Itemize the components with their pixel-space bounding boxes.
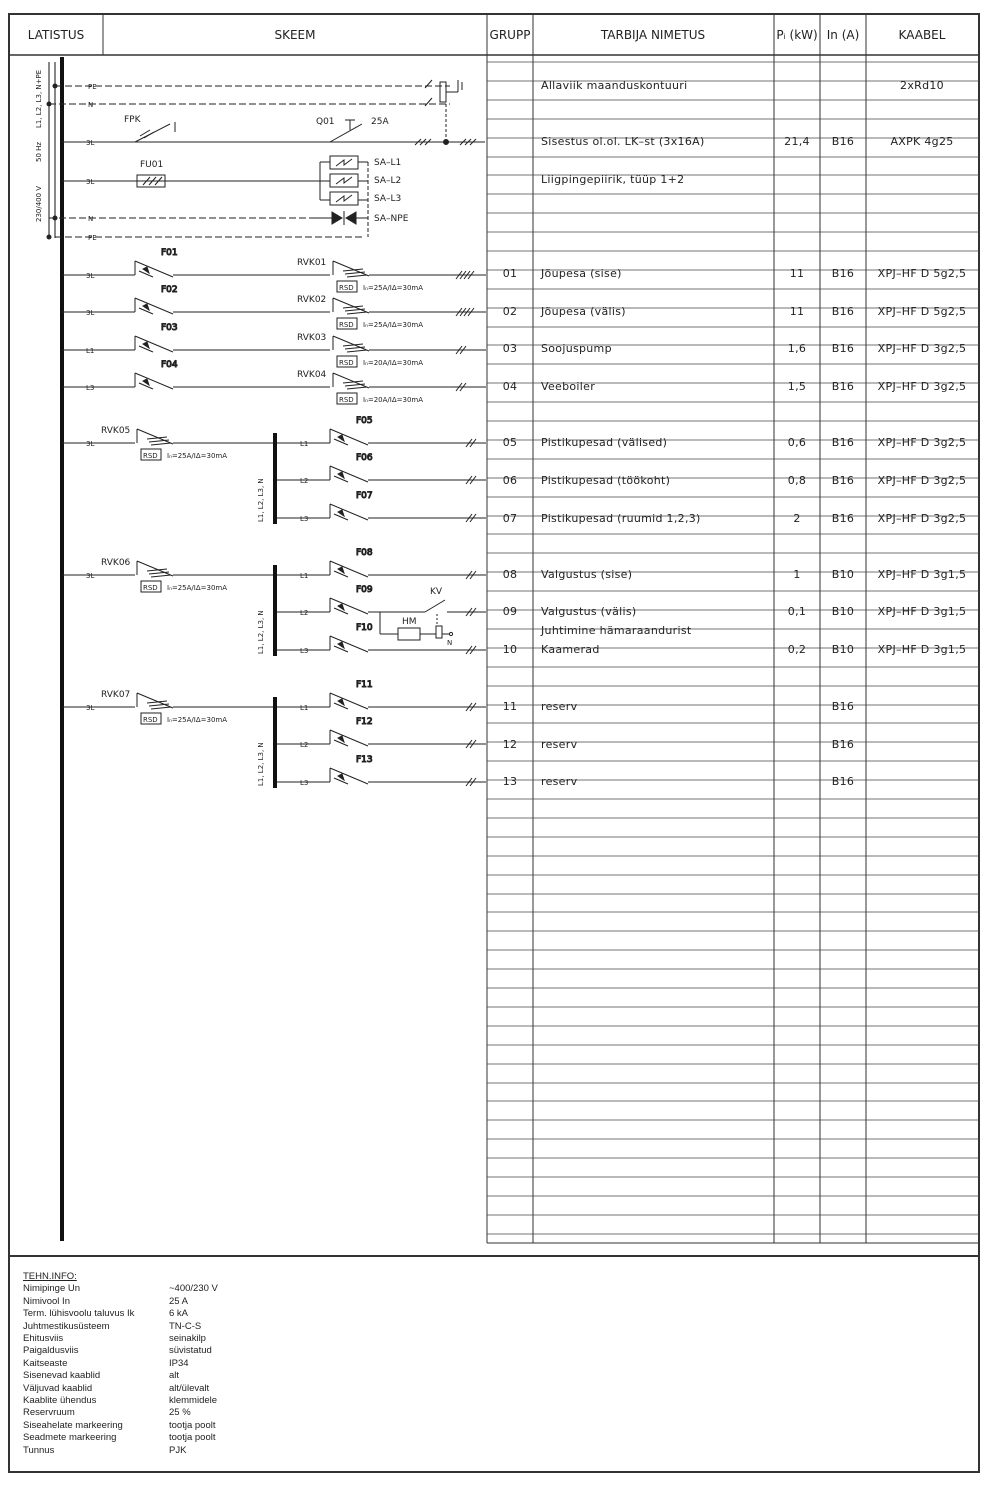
phase-label: L2 (300, 741, 309, 749)
header-kaabel: KAABEL (898, 28, 946, 42)
cell-tarbija: Kaamerad (541, 643, 600, 656)
tech-info-value: ~400/230 V (169, 1283, 218, 1295)
sa-l2-label: SA–L2 (374, 176, 402, 186)
breaker-blade (330, 561, 368, 577)
phase-label: 3L (86, 572, 95, 580)
breaker-mark-line (139, 308, 153, 314)
cell-grupp: 08 (502, 568, 518, 581)
phase-label: L1 (300, 440, 309, 448)
phase-label: L1 (300, 704, 309, 712)
tech-info-key: Seadmete markeering (23, 1432, 117, 1444)
cell-kaabel: XPJ–HF D 3g2,5 (877, 512, 967, 525)
header-pi: Pᵢ (kW) (776, 28, 818, 42)
breaker-blade (135, 261, 173, 277)
n-terminal (449, 632, 452, 635)
tech-info-value: PJK (169, 1444, 187, 1456)
breaker-label: F09 (356, 585, 373, 595)
rcbo-rating: Iₙ=20A/IΔ=30mA (363, 396, 424, 404)
breaker-mark-line (334, 571, 348, 577)
table-row (541, 135, 954, 148)
phase-label: L3 (300, 647, 309, 655)
breaker-blade (135, 373, 173, 389)
cell-kaabel: XPJ–HF D 3g1,5 (877, 568, 967, 581)
cell-grupp: 11 (502, 700, 518, 713)
cell-in: B16 (831, 474, 855, 487)
cell-pi: 0,1 (787, 605, 807, 618)
l3-label-incoming: 3L (86, 139, 95, 147)
cell-kaabel: XPJ–HF D 3g2,5 (877, 436, 967, 449)
table-row (503, 700, 855, 713)
phase-label: L3 (86, 384, 95, 392)
cell-pi: 0,6 (787, 436, 807, 449)
breaker-mark-line (139, 271, 153, 277)
breaker-label: F10 (356, 623, 373, 633)
cell-pi: 0,2 (787, 643, 807, 656)
phase-label: L1 (300, 572, 309, 580)
pe-label: PE (88, 83, 97, 91)
cell-kaabel: 2xRd10 (900, 79, 944, 92)
rcbo-tick (347, 387, 367, 389)
tech-info-row (23, 1420, 218, 1432)
tech-info-row (23, 1383, 218, 1395)
cell-kaabel: XPJ–HF D 3g1,5 (877, 605, 967, 618)
phase-label: 3L (86, 440, 95, 448)
header-latistus: LATISTUS (27, 28, 85, 42)
breaker-blade (330, 504, 368, 520)
phase-label: L2 (300, 609, 309, 617)
breaker-label: F03 (161, 323, 178, 333)
breaker-blade (330, 693, 368, 709)
breaker-mark-line (334, 646, 348, 652)
sa-npe-label: SA–NPE (374, 214, 409, 224)
relay-coil (436, 626, 442, 638)
phase-label: 3L (86, 704, 95, 712)
cell-tarbija: Pistikupesad (ruumid 1,2,3) (541, 512, 701, 525)
breaker-blade (330, 768, 368, 784)
breaker-mark-line (139, 383, 153, 389)
n-label: N (88, 101, 94, 109)
cell-kaabel: XPJ–HF D 3g1,5 (877, 643, 967, 656)
cell-in: B10 (831, 568, 855, 581)
circuit-1 (62, 248, 486, 292)
tech-info-row (23, 1321, 218, 1333)
rcbo-tick (151, 707, 171, 709)
cell-tarbija: Jõupesa (sise) (541, 267, 622, 280)
rsd-label: RSD (339, 321, 354, 329)
incoming-section (47, 80, 485, 239)
rcbo-label: RVK06 (101, 558, 131, 568)
busbar-voltage-label: 230/400 V (35, 185, 43, 222)
table-row (503, 775, 855, 788)
cell-tarbija: Pistikupesad (töökoht) (541, 474, 671, 487)
tech-info-key: Tunnus (23, 1444, 55, 1456)
cell-pi: 11 (789, 267, 805, 280)
main-busbar (49, 57, 62, 1241)
sa-l1-label: SA–L1 (374, 158, 402, 168)
cell-in: B16 (831, 135, 855, 148)
tech-info-row (23, 1283, 218, 1295)
cell-grupp: 02 (502, 305, 518, 318)
pe-label-lower: PE (88, 234, 97, 242)
table-row (540, 624, 692, 637)
tech-info-row (23, 1407, 218, 1419)
rcbo-label: RVK04 (297, 370, 327, 380)
breaker-mark-line (334, 703, 348, 709)
breaker-mark-line (139, 346, 153, 352)
kv-label: KV (430, 587, 443, 597)
breaker-label: F07 (356, 491, 373, 501)
cell-grupp: 05 (502, 436, 518, 449)
hm-box (398, 628, 420, 640)
breaker-label: F11 (356, 680, 373, 690)
cell-pi: 21,4 (784, 135, 810, 148)
rcbo-label: RVK03 (297, 333, 327, 343)
table-body (503, 79, 967, 788)
breaker-mark (143, 342, 149, 348)
cell-pi: 1 (793, 568, 801, 581)
rcbo-rating: Iₙ=25A/IΔ=30mA (167, 716, 228, 724)
rcbo-tick (151, 575, 171, 577)
tech-info-value: alt/ülevalt (169, 1382, 210, 1394)
table-row (541, 173, 684, 186)
tech-info-row (23, 1358, 218, 1370)
cell-in: B16 (831, 436, 855, 449)
rcbo-tick (347, 350, 367, 352)
breaker-f (330, 416, 373, 445)
cell-pi: 1,5 (787, 380, 807, 393)
breaker-mark-line (334, 514, 348, 520)
tech-info-row (23, 1370, 218, 1382)
breaker-mark (338, 472, 344, 478)
tech-info-key: Ehitusviis (23, 1333, 64, 1345)
table-row (503, 436, 967, 449)
cell-kaabel: AXPK 4g25 (890, 135, 954, 148)
tech-info (23, 1271, 218, 1457)
breaker-blade (135, 336, 173, 352)
breaker-f (330, 680, 373, 709)
q01-rating: 25A (371, 117, 389, 127)
tech-info-key: Kaablite ühendus (23, 1395, 97, 1407)
breaker-blade (330, 598, 368, 614)
breaker-mark (338, 699, 344, 705)
cell-grupp: 06 (502, 474, 518, 487)
tech-info-value: seinakilp (169, 1333, 206, 1345)
cell-grupp: 01 (502, 267, 518, 280)
cell-tarbija: Pistikupesad (välised) (541, 436, 668, 449)
tech-info-key: Juhtmestikusüsteem (23, 1320, 110, 1332)
table-row (503, 474, 967, 487)
busbar-labels (35, 70, 43, 222)
table-row (503, 380, 967, 393)
cell-in: B10 (831, 643, 855, 656)
cell-in: B16 (831, 775, 855, 788)
cell-pi: 0,8 (787, 474, 807, 487)
breaker-blade (330, 730, 368, 746)
sub-group-6 (62, 548, 486, 656)
breaker-label: F13 (356, 755, 373, 765)
tech-info-value: tootja poolt (169, 1432, 216, 1444)
breaker-f (330, 548, 373, 577)
rcbo-label: RVK07 (101, 690, 131, 700)
tech-info-value: alt (169, 1370, 180, 1382)
cell-grupp: 13 (502, 775, 518, 788)
phase-label: 3L (86, 272, 95, 280)
breaker-label: F05 (356, 416, 373, 426)
breaker-label: F04 (161, 360, 178, 370)
phase-label: L3 (300, 515, 309, 523)
breaker-mark (338, 774, 344, 780)
cell-tarbija: Liigpingepiirik, tüüp 1+2 (541, 173, 685, 186)
breaker-blade (330, 429, 368, 445)
cell-kaabel: XPJ–HF D 5g2,5 (877, 267, 967, 280)
breaker-f (330, 623, 373, 652)
rcbo-tick (347, 275, 367, 277)
fu01-label: FU01 (140, 160, 164, 170)
rcbo-rating: Iₙ=25A/IΔ=30mA (167, 584, 228, 592)
cell-in: B16 (831, 380, 855, 393)
sub-busbar-label: L1, L2, L3, N (257, 478, 265, 522)
l3-label-fu01: 3L (86, 178, 95, 186)
sub-busbar-label: L1, L2, L3, N (257, 610, 265, 654)
cell-tarbija: Veeboiler (541, 380, 596, 393)
breaker-label: F01 (161, 248, 178, 258)
group-circuits (62, 248, 486, 788)
rsd-label: RSD (143, 584, 158, 592)
table-row (503, 568, 967, 581)
header-in: In (A) (826, 28, 860, 42)
breaker-f (135, 323, 178, 352)
sub-group-7 (62, 680, 486, 788)
rcbo-label: RVK02 (297, 295, 327, 305)
cell-pi: 2 (793, 512, 801, 525)
cell-in: B16 (831, 305, 855, 318)
header-skeem: SKEEM (274, 28, 316, 42)
tech-info-title: TEHN.INFO: (23, 1271, 77, 1282)
rcbo-tick (151, 443, 171, 445)
tech-info-key: Nimivool In (23, 1295, 70, 1307)
phase-label: L1 (86, 347, 95, 355)
breaker-f (330, 453, 373, 482)
tech-info-key: Kaitseaste (23, 1357, 68, 1369)
tech-info-row (23, 1432, 218, 1444)
cell-in: B16 (831, 267, 855, 280)
breaker-mark-line (334, 439, 348, 445)
breaker-mark-line (334, 608, 348, 614)
breaker-f (330, 491, 373, 520)
cell-tarbija: Allaviik maanduskontuuri (541, 79, 688, 92)
table-row (503, 512, 967, 525)
breaker-label: F12 (356, 717, 373, 727)
cell-tarbija: reserv (541, 738, 578, 751)
tech-info-key: Reservruum (23, 1407, 75, 1419)
breaker-f (135, 360, 178, 389)
tech-info-value: süvistatud (169, 1345, 212, 1357)
breaker-blade (135, 298, 173, 314)
tech-info-key: Term. lühisvoolu taluvus Ik (23, 1308, 135, 1320)
rcbo-rating: Iₙ=20A/IΔ=30mA (363, 359, 424, 367)
cell-pi: 11 (789, 305, 805, 318)
kv-contact (425, 600, 445, 612)
cell-grupp: 04 (502, 380, 518, 393)
cell-tarbija: Valgustus (välis) (541, 605, 637, 618)
tech-info-row (23, 1296, 218, 1308)
table-row (503, 342, 967, 355)
sub-busbar-label: L1, L2, L3, N (257, 742, 265, 786)
rcbo-rating: Iₙ=25A/IΔ=30mA (167, 452, 228, 460)
breaker-mark (338, 642, 344, 648)
cell-in: B16 (831, 700, 855, 713)
breaker-mark-line (334, 740, 348, 746)
cell-in: B10 (831, 605, 855, 618)
busbar-freq-label: 50 Hz (35, 141, 43, 162)
phase-label: 3L (86, 309, 95, 317)
cell-tarbija: Juhtimine hämaraandurist (541, 624, 692, 637)
cell-grupp: 03 (502, 342, 518, 355)
cell-tarbija: Valgustus (sise) (541, 568, 633, 581)
table-header (9, 14, 979, 1243)
breaker-f (330, 717, 373, 746)
rsd-label: RSD (339, 359, 354, 367)
tech-info-value: IP34 (169, 1357, 189, 1369)
tech-info-value: 6 kA (169, 1308, 189, 1320)
cell-grupp: 09 (502, 605, 518, 618)
circuit-3 (62, 323, 486, 367)
breaker-mark (143, 304, 149, 310)
breaker-mark (338, 567, 344, 573)
tech-info-value: 25 % (169, 1407, 191, 1419)
rcbo-label: RVK01 (297, 258, 327, 268)
breaker-mark (143, 379, 149, 385)
breaker-mark (338, 604, 344, 610)
cell-kaabel: XPJ–HF D 3g2,5 (877, 380, 967, 393)
breaker-mark-line (334, 476, 348, 482)
breaker-f (330, 755, 373, 784)
fpk-label: FPK (124, 115, 141, 125)
table-row (503, 738, 855, 751)
tech-info-value: klemmidele (169, 1395, 218, 1407)
cell-grupp: 10 (502, 643, 518, 656)
cell-in: B16 (831, 342, 855, 355)
rsd-label: RSD (339, 284, 354, 292)
cell-grupp: 07 (502, 512, 518, 525)
table-row (503, 605, 967, 618)
sub-group-5 (62, 416, 486, 524)
hm-label: HM (402, 617, 417, 627)
n-label-lower: N (88, 215, 94, 223)
breaker-mark (338, 510, 344, 516)
header-tarbija: TARBIJA NIMETUS (600, 28, 706, 42)
cell-kaabel: XPJ–HF D 3g2,5 (877, 474, 967, 487)
table-row (503, 305, 967, 318)
tech-info-key: Nimipinge Un (23, 1283, 81, 1295)
rsd-label: RSD (143, 452, 158, 460)
rcbo-label: RVK05 (101, 426, 131, 436)
breaker-mark (338, 736, 344, 742)
breaker-mark (143, 267, 149, 273)
cell-in: B16 (831, 512, 855, 525)
cell-tarbija: Soojuspump (541, 342, 612, 355)
breaker-mark (338, 435, 344, 441)
cell-pi: 1,6 (787, 342, 807, 355)
cell-tarbija: Sisestus ol.ol. LK–st (3x16A) (541, 135, 705, 148)
tech-info-row (23, 1345, 218, 1357)
tech-info-value: TN-C-S (169, 1320, 202, 1332)
cell-tarbija: reserv (541, 700, 578, 713)
n-terminal-label: N (447, 639, 453, 647)
breaker-label: F06 (356, 453, 373, 463)
tech-info-key: Paigaldusviis (23, 1345, 79, 1357)
breaker-blade (330, 466, 368, 482)
breaker-label: F02 (161, 285, 178, 295)
q01-label: Q01 (316, 117, 335, 127)
header-grupp: GRUPP (489, 28, 531, 42)
tech-info-value: 25 A (169, 1295, 189, 1307)
tech-info-key: Siseahelate markeering (23, 1419, 123, 1431)
cell-kaabel: XPJ–HF D 5g2,5 (877, 305, 967, 318)
tech-info-key: Väljuvad kaablid (23, 1382, 93, 1394)
tech-info-value: tootja poolt (169, 1419, 216, 1431)
rsd-label: RSD (143, 716, 158, 724)
rcbo-tick (347, 312, 367, 314)
breaker-f (135, 285, 178, 314)
breaker-label: F08 (356, 548, 373, 558)
tech-info-key: Sisenevad kaablid (23, 1370, 101, 1382)
breaker-blade (330, 636, 368, 652)
breaker-mark-line (334, 778, 348, 784)
rcbo-rating: Iₙ=25A/IΔ=30mA (363, 321, 424, 329)
table-row (503, 643, 967, 656)
cell-kaabel: XPJ–HF D 3g2,5 (877, 342, 967, 355)
cell-tarbija: Jõupesa (välis) (541, 305, 626, 318)
breaker-f (330, 585, 373, 614)
tech-info-row (23, 1333, 218, 1345)
busbar-phases-label: L1, L2, L3, N+PE (35, 69, 43, 128)
phase-label: L2 (300, 477, 309, 485)
table-row (503, 267, 967, 280)
tech-info-row (23, 1308, 218, 1320)
cell-in: B16 (831, 738, 855, 751)
tech-info-row (23, 1395, 218, 1407)
phase-label: L3 (300, 779, 309, 787)
cell-tarbija: reserv (541, 775, 578, 788)
tech-info-row (23, 1445, 218, 1457)
breaker-f (135, 248, 178, 277)
sa-l3-label: SA–L3 (374, 194, 402, 204)
cell-grupp: 12 (502, 738, 518, 751)
rcbo-rating: Iₙ=25A/IΔ=30mA (363, 284, 424, 292)
rsd-label: RSD (339, 396, 354, 404)
